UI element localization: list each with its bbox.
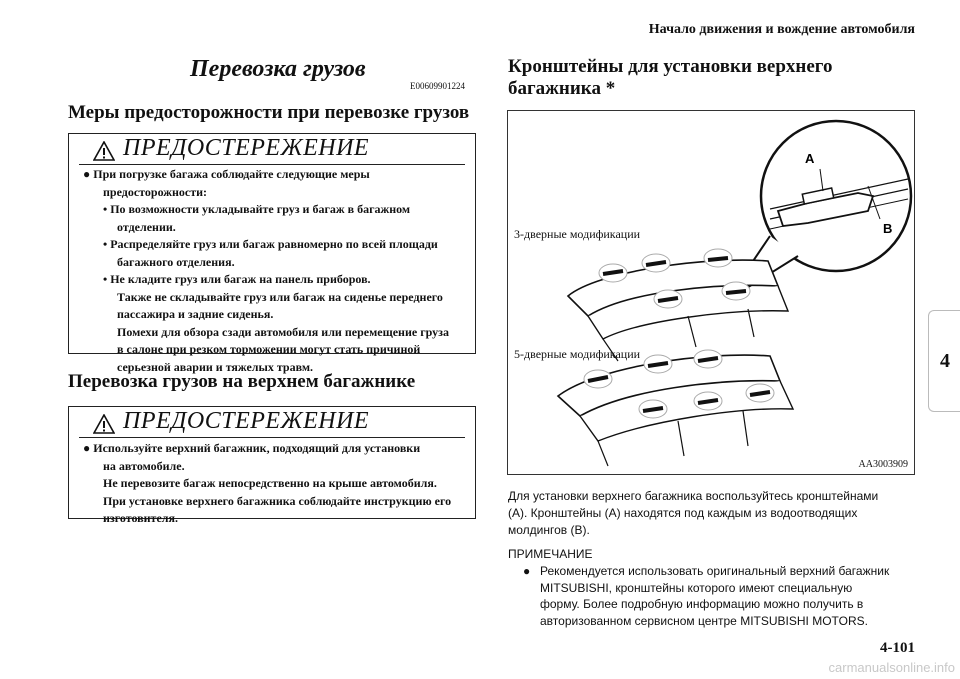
warning-title: ПРЕДОСТЕРЕЖЕНИЕ [123,408,370,434]
warning-line: Помехи для обзора сзади автомобиля или перемещение груза [117,324,449,339]
warning-line: Также не складывайте груз или багаж на сиденье переднего [117,289,443,304]
label-5-door: 5-дверные модификации [514,347,641,361]
warning-line: ● Используйте верхний багажник, подходящий для установки [83,441,421,455]
heading-line: Кронштейны для установки верхнего [508,56,833,77]
paragraph-line: (A). Кронштейны (A) находятся под каждым из водоотводящих [508,506,858,520]
warning-header [69,407,475,437]
callout-b-label: B [883,221,893,236]
note-line: авторизованном сервисном центре MITSUBISHI MOTORS. [540,613,868,628]
note-text [540,563,889,629]
warning-line: в салоне при резком торможении могут стать причиной [117,342,421,356]
roof-rack-drawing [508,111,913,473]
warning-line: • По возможности укладывайте груз и багаж в багажном [103,202,411,216]
three-door-roof [568,249,788,361]
warning-box-roof-rack [68,406,476,525]
warning-divider [79,164,465,165]
five-door-roof [558,350,793,466]
chapter-tab[interactable]: 4 [928,310,960,412]
warning-line: на автомобиле. [103,458,185,473]
running-header: Начало движения и вождение автомобиля [648,22,915,37]
warning-line: При установке верхнего багажника соблюдайте инструкцию его [103,493,452,508]
warning-line: предосторожности: [103,184,208,199]
warning-triangle-icon [93,414,115,434]
warning-triangle-icon [93,141,115,161]
note-title: ПРИМЕЧАНИЕ [508,547,593,561]
warning-line: • Распределяйте груз или багаж равномерно по всей площади [103,237,438,251]
warning-header [69,134,475,164]
note-line: MITSUBISHI, кронштейны которого имеют специальную [540,580,853,595]
figure-code: AA3003909 [858,459,908,470]
note-bullet-icon: ● [523,564,531,578]
heading-line: багажника * [508,78,616,99]
label-3-door: 3-дверные модификации [514,227,641,241]
bracket-description [508,488,918,539]
warning-line: изготовителя. [103,511,179,525]
warning-line: ● При погрузке багажа соблюдайте следующие меры [83,167,370,181]
warning-line: пассажира и задние сиденья. [117,307,274,321]
paragraph-line: молдингов (B). [508,523,590,537]
heading-precautions: Меры предосторожности при перевозке грузов [68,102,470,123]
warning-title: ПРЕДОСТЕРЕЖЕНИЕ [123,135,370,161]
heading-roof-brackets [508,56,832,100]
warning-line: багажного отделения. [117,254,235,269]
warning-line: • Не кладите груз или багаж на панель приборов. [103,272,371,286]
warning-line: серьезной аварии и тяжелых травм. [117,359,314,374]
warning-line: отделении. [117,219,176,234]
note-line: форму. Более подробную информацию можно получить в [540,597,864,611]
page-number: 4-101 [880,640,915,656]
warning-line: Не перевозите багаж непосредственно на крыше автомобиля. [103,476,437,490]
note-line: Рекомендуется использовать оригинальный верхний багажник [540,564,890,578]
document-code: E00609901224 [410,81,465,91]
warning-text [83,440,467,528]
watermark: carmanualsonline.info [828,660,955,675]
warning-text [83,166,467,376]
warning-divider [79,437,465,438]
callout-a-label: A [805,151,815,166]
section-title: Перевозка грузов [190,56,366,82]
heading-roof-rack: Перевозка грузов на верхнем багажнике [68,371,416,392]
warning-box-precautions [68,133,476,374]
paragraph-line: Для установки верхнего багажника воспользуйтесь кронштейнами [508,489,879,503]
roof-bracket-illustration [507,110,915,475]
